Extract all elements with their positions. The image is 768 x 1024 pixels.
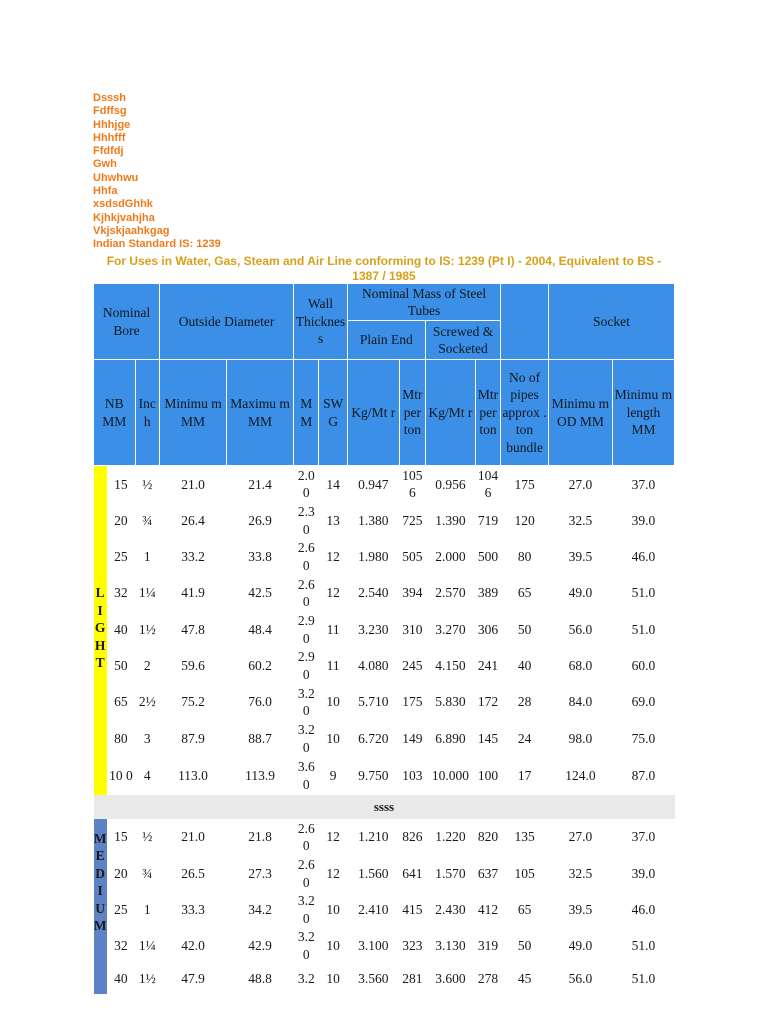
cell-pipes-bundle: 105 <box>501 856 549 892</box>
cell-screwed-mtr: 278 <box>475 964 500 994</box>
cell-inch: 3 <box>135 721 159 757</box>
cell-pipes-bundle: 65 <box>501 575 549 612</box>
cell-od-min: 42.0 <box>160 928 227 964</box>
cell-pipes-bundle: 17 <box>501 757 549 795</box>
cell-inch: 1½ <box>135 964 159 994</box>
cell-wall-mm: 3.6 0 <box>294 757 319 795</box>
cell-inch: 1 <box>135 539 159 575</box>
header-wall-thickness: Wall Thicknes s <box>294 284 348 360</box>
cell-screwed-mtr: 172 <box>475 684 500 721</box>
intro-line: Indian Standard IS: 1239 <box>93 238 221 251</box>
header-nb-mm: NB MM <box>94 360 136 466</box>
header-inch: Inc h <box>135 360 159 466</box>
table-row <box>94 575 675 612</box>
cell-nb-mm: 50 <box>107 648 135 684</box>
separator-label: ssss <box>94 795 675 819</box>
table-row <box>94 503 675 539</box>
cell-wall-mm: 3.2 0 <box>294 892 319 928</box>
cell-od-max: 26.9 <box>227 503 294 539</box>
cell-screwed-kg: 1.390 <box>426 503 476 539</box>
cell-swg: 10 <box>319 892 347 928</box>
cell-od-min: 33.3 <box>160 892 227 928</box>
cell-socket-length: 51.0 <box>612 928 674 964</box>
cell-socket-length: 51.0 <box>612 964 674 994</box>
cell-inch: ¾ <box>135 503 159 539</box>
cell-socket-od: 27.0 <box>548 819 612 856</box>
cell-plain-mtr: 641 <box>399 856 425 892</box>
cell-inch: 1¼ <box>135 928 159 964</box>
cell-pipes-bundle: 175 <box>501 466 549 503</box>
cell-screwed-mtr: 306 <box>475 612 500 648</box>
table-row <box>94 721 675 757</box>
cell-socket-od: 68.0 <box>548 648 612 684</box>
cell-wall-mm: 2.3 0 <box>294 503 319 539</box>
header-nominal-bore: Nominal Bore <box>94 284 160 360</box>
cell-wall-mm: 3.2 0 <box>294 928 319 964</box>
cell-swg: 12 <box>319 575 347 612</box>
light-class-label-letter: I <box>97 602 103 618</box>
table-caption: For Uses in Water, Gas, Steam and Air Line conforming to IS: 1239 (Pt I) - 2004, Equivalent to BS - 1387 / 1985 <box>106 254 662 283</box>
cell-swg: 10 <box>319 721 347 757</box>
cell-nb-mm: 20 <box>107 503 135 539</box>
cell-od-max: 60.2 <box>227 648 294 684</box>
cell-pipes-bundle: 135 <box>501 819 549 856</box>
cell-socket-length: 46.0 <box>612 892 674 928</box>
cell-swg: 10 <box>319 964 347 994</box>
light-class-label-letter: T <box>95 655 105 670</box>
table-row <box>94 928 675 964</box>
header-pipes-bundle: No of pipes approx . ton bundle <box>501 360 549 466</box>
cell-socket-length: 51.0 <box>612 612 674 648</box>
cell-plain-kg: 2.540 <box>347 575 399 612</box>
cell-wall-mm: 3.2 0 <box>294 721 319 757</box>
cell-nb-mm: 65 <box>107 684 135 721</box>
cell-socket-length: 37.0 <box>612 819 674 856</box>
cell-swg: 13 <box>319 503 347 539</box>
cell-screwed-kg: 2.430 <box>426 892 476 928</box>
cell-nb-mm: 32 <box>107 928 135 964</box>
header-wall-mm: M M <box>294 360 319 466</box>
cell-od-max: 34.2 <box>227 892 294 928</box>
cell-od-min: 75.2 <box>160 684 227 721</box>
cell-plain-kg: 9.750 <box>347 757 399 795</box>
cell-plain-kg: 1.560 <box>347 856 399 892</box>
cell-socket-od: 49.0 <box>548 575 612 612</box>
header-blank <box>501 284 549 360</box>
cell-plain-kg: 3.230 <box>347 612 399 648</box>
light-class-label-letter: G <box>94 620 106 635</box>
header-od-max: Maximu m MM <box>227 360 294 466</box>
cell-od-min: 47.8 <box>160 612 227 648</box>
cell-swg: 10 <box>319 928 347 964</box>
cell-od-min: 21.0 <box>160 466 227 503</box>
header-screwed-mtr: Mtr per ton <box>475 360 500 466</box>
table-row <box>94 856 675 892</box>
table-header <box>94 284 675 466</box>
cell-screwed-mtr: 637 <box>475 856 500 892</box>
cell-socket-length: 75.0 <box>612 721 674 757</box>
cell-nb-mm: 40 <box>107 612 135 648</box>
intro-line: Hhhfff <box>93 131 126 144</box>
cell-screwed-kg: 0.956 <box>426 466 476 503</box>
cell-od-max: 21.8 <box>227 819 294 856</box>
cell-socket-od: 124.0 <box>548 757 612 795</box>
cell-inch: 1¼ <box>135 575 159 612</box>
table-row <box>94 892 675 928</box>
cell-socket-od: 56.0 <box>548 964 612 994</box>
cell-plain-mtr: 245 <box>399 648 425 684</box>
cell-od-min: 59.6 <box>160 648 227 684</box>
intro-line: Uhwhwu <box>93 171 139 184</box>
cell-socket-length: 46.0 <box>612 539 674 575</box>
cell-od-max: 42.5 <box>227 575 294 612</box>
table-row <box>94 612 675 648</box>
cell-socket-length: 51.0 <box>612 575 674 612</box>
cell-od-max: 27.3 <box>227 856 294 892</box>
cell-wall-mm: 2.6 0 <box>294 819 319 856</box>
table-body <box>94 466 675 994</box>
light-class-label <box>94 466 107 795</box>
cell-screwed-kg: 5.830 <box>426 684 476 721</box>
cell-plain-mtr: 310 <box>399 612 425 648</box>
cell-pipes-bundle: 28 <box>501 684 549 721</box>
cell-wall-mm: 2.6 0 <box>294 856 319 892</box>
cell-plain-mtr: 149 <box>399 721 425 757</box>
intro-line: Kjhkjvahjha <box>93 211 155 224</box>
intro-line: Vkjskjaahkgag <box>93 224 170 237</box>
cell-plain-kg: 0.947 <box>347 466 399 503</box>
cell-od-min: 26.5 <box>160 856 227 892</box>
cell-pipes-bundle: 24 <box>501 721 549 757</box>
cell-od-min: 113.0 <box>160 757 227 795</box>
header-screwed-kg: Kg/Mt r <box>426 360 476 466</box>
cell-socket-od: 39.5 <box>548 892 612 928</box>
cell-plain-kg: 3.560 <box>347 964 399 994</box>
cell-plain-mtr: 103 <box>399 757 425 795</box>
medium-class-label-letter: D <box>95 865 105 881</box>
cell-od-min: 26.4 <box>160 503 227 539</box>
cell-nb-mm: 80 <box>107 721 135 757</box>
cell-wall-mm: 2.6 0 <box>294 539 319 575</box>
cell-inch: 1 <box>135 892 159 928</box>
cell-plain-mtr: 415 <box>399 892 425 928</box>
table-row <box>94 466 675 503</box>
cell-nb-mm: 25 <box>107 539 135 575</box>
cell-wall-mm: 2.6 0 <box>294 575 319 612</box>
cell-pipes-bundle: 65 <box>501 892 549 928</box>
cell-swg: 12 <box>319 819 347 856</box>
cell-wall-mm: 3.2 0 <box>294 684 319 721</box>
cell-screwed-kg: 10.000 <box>426 757 476 795</box>
cell-od-min: 47.9 <box>160 964 227 994</box>
cell-socket-od: 27.0 <box>548 466 612 503</box>
cell-swg: 14 <box>319 466 347 503</box>
cell-plain-mtr: 105 6 <box>399 466 425 503</box>
cell-pipes-bundle: 50 <box>501 612 549 648</box>
cell-swg: 9 <box>319 757 347 795</box>
intro-text-block <box>93 92 221 252</box>
header-socket: Socket <box>548 284 674 360</box>
cell-od-max: 76.0 <box>227 684 294 721</box>
light-class-label-letter: L <box>95 585 105 600</box>
cell-socket-od: 32.5 <box>548 856 612 892</box>
cell-od-min: 21.0 <box>160 819 227 856</box>
cell-od-max: 48.8 <box>227 964 294 994</box>
cell-nb-mm: 20 <box>107 856 135 892</box>
cell-socket-length: 39.0 <box>612 856 674 892</box>
cell-socket-od: 32.5 <box>548 503 612 539</box>
cell-od-max: 42.9 <box>227 928 294 964</box>
intro-line: Gwh <box>93 158 117 171</box>
cell-plain-kg: 6.720 <box>347 721 399 757</box>
cell-socket-od: 39.5 <box>548 539 612 575</box>
cell-screwed-mtr: 241 <box>475 648 500 684</box>
cell-plain-kg: 4.080 <box>347 648 399 684</box>
table-row <box>94 757 675 795</box>
cell-plain-kg: 1.210 <box>347 819 399 856</box>
medium-class-label-letter: M <box>93 918 107 933</box>
cell-screwed-mtr: 104 6 <box>475 466 500 503</box>
cell-od-max: 33.8 <box>227 539 294 575</box>
medium-class-label <box>94 819 107 994</box>
cell-socket-length: 39.0 <box>612 503 674 539</box>
cell-socket-od: 98.0 <box>548 721 612 757</box>
cell-plain-kg: 3.100 <box>347 928 399 964</box>
cell-nb-mm: 10 0 <box>107 757 135 795</box>
cell-plain-kg: 1.980 <box>347 539 399 575</box>
cell-socket-length: 69.0 <box>612 684 674 721</box>
cell-plain-kg: 1.380 <box>347 503 399 539</box>
cell-pipes-bundle: 50 <box>501 928 549 964</box>
intro-line: Hhfa <box>93 185 118 198</box>
intro-line: xsdsdGhhk <box>93 198 153 211</box>
cell-inch: 4 <box>135 757 159 795</box>
pipe-specification-table <box>93 283 675 994</box>
table-row <box>94 648 675 684</box>
header-socket-od: Minimu m OD MM <box>548 360 612 466</box>
cell-socket-od: 49.0 <box>548 928 612 964</box>
cell-wall-mm: 2.0 0 <box>294 466 319 503</box>
separator-row <box>94 795 675 819</box>
header-plain-mtr: Mtr per ton <box>399 360 425 466</box>
cell-nb-mm: 40 <box>107 964 135 994</box>
cell-plain-mtr: 505 <box>399 539 425 575</box>
cell-screwed-kg: 2.000 <box>426 539 476 575</box>
intro-line: Fdffsg <box>93 105 127 118</box>
table-row <box>94 819 675 856</box>
cell-screwed-mtr: 412 <box>475 892 500 928</box>
header-plain-kg: Kg/Mt r <box>347 360 399 466</box>
cell-inch: 2½ <box>135 684 159 721</box>
cell-nb-mm: 15 <box>107 466 135 503</box>
cell-pipes-bundle: 40 <box>501 648 549 684</box>
cell-screwed-kg: 4.150 <box>426 648 476 684</box>
cell-plain-mtr: 281 <box>399 964 425 994</box>
intro-line: Ffdfdj <box>93 145 124 158</box>
cell-plain-mtr: 175 <box>399 684 425 721</box>
cell-inch: ½ <box>135 466 159 503</box>
cell-wall-mm: 3.2 <box>294 964 319 994</box>
medium-class-label-letter: I <box>97 883 103 898</box>
cell-screwed-mtr: 389 <box>475 575 500 612</box>
table-row <box>94 539 675 575</box>
cell-swg: 12 <box>319 856 347 892</box>
cell-screwed-mtr: 145 <box>475 721 500 757</box>
cell-socket-length: 37.0 <box>612 466 674 503</box>
header-nominal-mass <box>347 284 500 360</box>
header-socket-length: Minimu m length MM <box>612 360 674 466</box>
cell-od-max: 21.4 <box>227 466 294 503</box>
header-plain-end: Plain End <box>348 321 426 359</box>
cell-screwed-mtr: 500 <box>475 539 500 575</box>
cell-od-min: 33.2 <box>160 539 227 575</box>
cell-nb-mm: 25 <box>107 892 135 928</box>
cell-swg: 10 <box>319 684 347 721</box>
header-screwed-socketed: Screwed & Socketed <box>432 323 494 356</box>
medium-class-label-letter: U <box>95 900 105 916</box>
cell-inch: ¾ <box>135 856 159 892</box>
medium-class-label-letter: E <box>95 848 105 863</box>
cell-socket-od: 56.0 <box>548 612 612 648</box>
cell-socket-length: 87.0 <box>612 757 674 795</box>
cell-inch: 2 <box>135 648 159 684</box>
cell-screwed-mtr: 100 <box>475 757 500 795</box>
cell-plain-kg: 5.710 <box>347 684 399 721</box>
cell-plain-mtr: 826 <box>399 819 425 856</box>
cell-inch: ½ <box>135 819 159 856</box>
header-swg: SW G <box>319 360 347 466</box>
cell-plain-kg: 2.410 <box>347 892 399 928</box>
cell-swg: 11 <box>319 648 347 684</box>
cell-od-max: 88.7 <box>227 721 294 757</box>
intro-line: Hhhjge <box>93 118 131 131</box>
table-row <box>94 684 675 721</box>
cell-swg: 11 <box>319 612 347 648</box>
cell-od-min: 41.9 <box>160 575 227 612</box>
cell-screwed-kg: 3.270 <box>426 612 476 648</box>
cell-screwed-kg: 1.570 <box>426 856 476 892</box>
cell-nb-mm: 15 <box>107 819 135 856</box>
header-nominal-mass-title: Nominal Mass of Steel Tubes <box>361 285 487 318</box>
cell-screwed-kg: 2.570 <box>426 575 476 612</box>
cell-pipes-bundle: 45 <box>501 964 549 994</box>
cell-plain-mtr: 394 <box>399 575 425 612</box>
cell-pipes-bundle: 120 <box>501 503 549 539</box>
cell-swg: 12 <box>319 539 347 575</box>
header-od-min: Minimu m MM <box>160 360 227 466</box>
cell-od-max: 48.4 <box>227 612 294 648</box>
cell-screwed-kg: 3.600 <box>426 964 476 994</box>
cell-plain-mtr: 725 <box>399 503 425 539</box>
cell-screwed-mtr: 820 <box>475 819 500 856</box>
light-class-label-letter: H <box>94 637 106 653</box>
table-row <box>94 964 675 994</box>
cell-inch: 1½ <box>135 612 159 648</box>
intro-line: Dsssh <box>93 92 127 104</box>
medium-class-label-letter: M <box>93 830 107 846</box>
cell-plain-mtr: 323 <box>399 928 425 964</box>
cell-socket-length: 60.0 <box>612 648 674 684</box>
cell-screwed-kg: 3.130 <box>426 928 476 964</box>
cell-od-max: 113.9 <box>227 757 294 795</box>
cell-screwed-kg: 1.220 <box>426 819 476 856</box>
cell-socket-od: 84.0 <box>548 684 612 721</box>
cell-od-min: 87.9 <box>160 721 227 757</box>
cell-pipes-bundle: 80 <box>501 539 549 575</box>
cell-wall-mm: 2.9 0 <box>294 612 319 648</box>
header-outside-diameter: Outside Diameter <box>160 284 294 360</box>
cell-nb-mm: 32 <box>107 575 135 612</box>
cell-screwed-mtr: 719 <box>475 503 500 539</box>
cell-wall-mm: 2.9 0 <box>294 648 319 684</box>
cell-screwed-mtr: 319 <box>475 928 500 964</box>
cell-screwed-kg: 6.890 <box>426 721 476 757</box>
